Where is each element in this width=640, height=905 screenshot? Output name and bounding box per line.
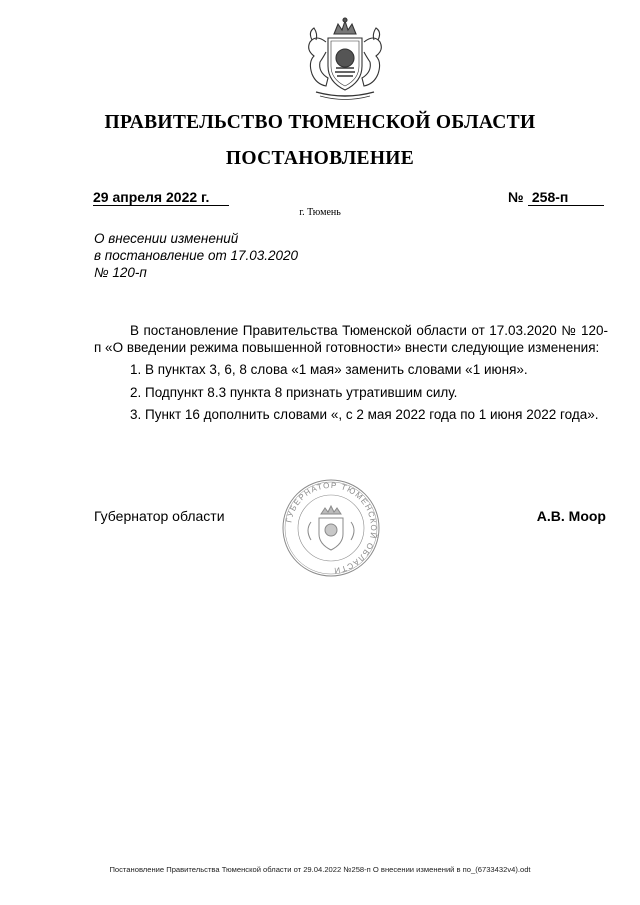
subject-line: № 120-п (94, 265, 147, 280)
item-paragraph-3: 3. Пункт 16 дополнить словами «, с 2 мая 2022 года по 1 июня 2022 года». (130, 406, 599, 422)
signer-name: А.В. Моор (536, 508, 606, 524)
subject-line: О внесении изменений (94, 231, 239, 246)
stamp-text: ГУБЕРНАТОР ТЮМЕНСКОЙ ОБЛАСТИ (284, 480, 379, 576)
subject-line: в постановление от 17.03.2020 (94, 248, 299, 263)
document-body (94, 322, 608, 423)
number-sign: № (508, 189, 524, 205)
document-type-title: ПОСТАНОВЛЕНИЕ (225, 148, 415, 169)
item-paragraph-1: 1. В пунктах 3, 6, 8 слова «1 мая» заменить словами «1 июня». (130, 362, 528, 378)
coat-of-arms-emblem (298, 12, 392, 102)
item-paragraph-2: 2. Подпункт 8.3 пункта 8 признать утратившим силу. (130, 384, 458, 400)
intro-paragraph: В постановление Правительства Тюменской области от 17.03.2020 № 120-п «О введении режима повышенной готовности» внести следующие изменения: (94, 323, 608, 356)
document-subject (94, 230, 354, 281)
government-title: ПРАВИТЕЛЬСТВО ТЮМЕНСКОЙ ОБЛАСТИ (104, 112, 536, 133)
document-footer: Постановление Правительства Тюменской области от 29.04.2022 №258-п О внесении изменений в по_(6733432v4).odt (109, 865, 531, 874)
city-label: г. Тюмень (299, 207, 341, 218)
signer-title: Губернатор области (94, 508, 225, 524)
document-number-value: 258-п (531, 189, 569, 205)
official-stamp (281, 478, 381, 578)
document-date: 29 апреля 2022 г. (93, 189, 229, 206)
document-number (528, 189, 604, 206)
